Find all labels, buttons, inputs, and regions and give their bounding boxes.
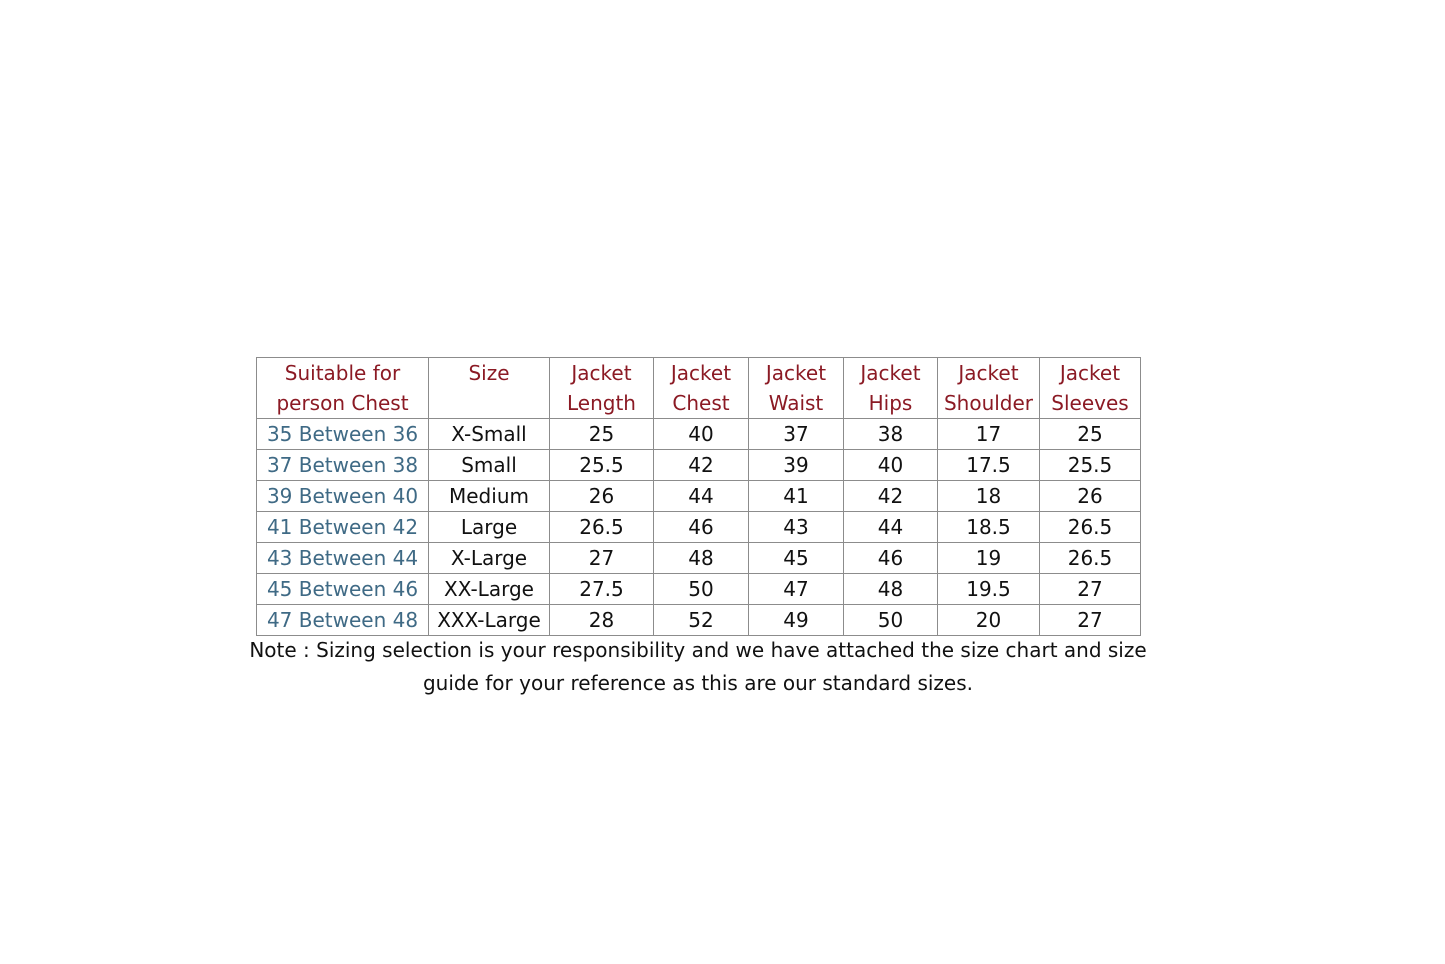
- cell-size: Medium: [429, 481, 550, 512]
- cell-chest-range: 35 Between 36: [257, 419, 429, 450]
- table-row: [257, 419, 1141, 450]
- header-jacket-waist: Jacket Waist: [749, 358, 844, 419]
- cell-jacket-shoulder: 17.5: [938, 450, 1040, 481]
- cell-jacket-waist: 49: [749, 605, 844, 636]
- table-row: [257, 512, 1141, 543]
- cell-jacket-length: 25: [550, 419, 654, 450]
- sizing-note-line-2: guide for your reference as this are our standard sizes.: [422, 671, 974, 695]
- size-chart-table: [256, 357, 1141, 636]
- header-suitable-for-chest: Suitable for person Chest: [257, 358, 429, 419]
- cell-jacket-chest: 44: [654, 481, 749, 512]
- cell-jacket-hips: 38: [844, 419, 938, 450]
- cell-jacket-hips: 50: [844, 605, 938, 636]
- sizing-note-line-1: Note : Sizing selection is your responsibility and we have attached the size chart and size: [249, 638, 1147, 662]
- cell-jacket-chest: 40: [654, 419, 749, 450]
- cell-jacket-hips: 40: [844, 450, 938, 481]
- cell-jacket-waist: 47: [749, 574, 844, 605]
- size-chart-body: [257, 419, 1141, 636]
- cell-jacket-length: 26.5: [550, 512, 654, 543]
- cell-jacket-hips: 46: [844, 543, 938, 574]
- size-chart: [256, 357, 1140, 636]
- cell-jacket-waist: 37: [749, 419, 844, 450]
- cell-jacket-chest: 48: [654, 543, 749, 574]
- table-row: [257, 574, 1141, 605]
- cell-size: Small: [429, 450, 550, 481]
- cell-size: Large: [429, 512, 550, 543]
- header-jacket-length: Jacket Length: [550, 358, 654, 419]
- header-jacket-shoulder: Jacket Shoulder: [938, 358, 1040, 419]
- cell-chest-range: 43 Between 44: [257, 543, 429, 574]
- cell-chest-range: 45 Between 46: [257, 574, 429, 605]
- cell-chest-range: 37 Between 38: [257, 450, 429, 481]
- cell-jacket-length: 28: [550, 605, 654, 636]
- cell-jacket-hips: 44: [844, 512, 938, 543]
- table-row: [257, 605, 1141, 636]
- cell-size: XX-Large: [429, 574, 550, 605]
- cell-jacket-waist: 41: [749, 481, 844, 512]
- cell-jacket-chest: 52: [654, 605, 749, 636]
- cell-jacket-hips: 48: [844, 574, 938, 605]
- cell-jacket-length: 27: [550, 543, 654, 574]
- cell-chest-range: 41 Between 42: [257, 512, 429, 543]
- cell-jacket-length: 27.5: [550, 574, 654, 605]
- cell-jacket-sleeves: 25: [1040, 419, 1141, 450]
- header-jacket-chest: Jacket Chest: [654, 358, 749, 419]
- cell-jacket-hips: 42: [844, 481, 938, 512]
- cell-jacket-chest: 46: [654, 512, 749, 543]
- cell-jacket-shoulder: 19: [938, 543, 1040, 574]
- cell-jacket-sleeves: 26: [1040, 481, 1141, 512]
- header-size: Size: [429, 358, 550, 419]
- cell-jacket-chest: 42: [654, 450, 749, 481]
- cell-jacket-shoulder: 20: [938, 605, 1040, 636]
- cell-size: X-Large: [429, 543, 550, 574]
- cell-jacket-waist: 43: [749, 512, 844, 543]
- table-row: [257, 450, 1141, 481]
- cell-jacket-length: 25.5: [550, 450, 654, 481]
- cell-chest-range: 47 Between 48: [257, 605, 429, 636]
- cell-chest-range: 39 Between 40: [257, 481, 429, 512]
- cell-jacket-sleeves: 25.5: [1040, 450, 1141, 481]
- cell-size: XXX-Large: [429, 605, 550, 636]
- cell-jacket-shoulder: 18: [938, 481, 1040, 512]
- cell-jacket-sleeves: 27: [1040, 574, 1141, 605]
- sizing-note: [236, 634, 1160, 700]
- table-row: [257, 543, 1141, 574]
- table-row: [257, 481, 1141, 512]
- cell-jacket-length: 26: [550, 481, 654, 512]
- cell-jacket-sleeves: 26.5: [1040, 512, 1141, 543]
- cell-jacket-sleeves: 26.5: [1040, 543, 1141, 574]
- cell-jacket-waist: 45: [749, 543, 844, 574]
- cell-jacket-shoulder: 18.5: [938, 512, 1040, 543]
- header-jacket-hips: Jacket Hips: [844, 358, 938, 419]
- cell-jacket-waist: 39: [749, 450, 844, 481]
- header-row: [257, 358, 1141, 419]
- cell-jacket-sleeves: 27: [1040, 605, 1141, 636]
- cell-jacket-shoulder: 17: [938, 419, 1040, 450]
- cell-size: X-Small: [429, 419, 550, 450]
- cell-jacket-shoulder: 19.5: [938, 574, 1040, 605]
- cell-jacket-chest: 50: [654, 574, 749, 605]
- header-jacket-sleeves: Jacket Sleeves: [1040, 358, 1141, 419]
